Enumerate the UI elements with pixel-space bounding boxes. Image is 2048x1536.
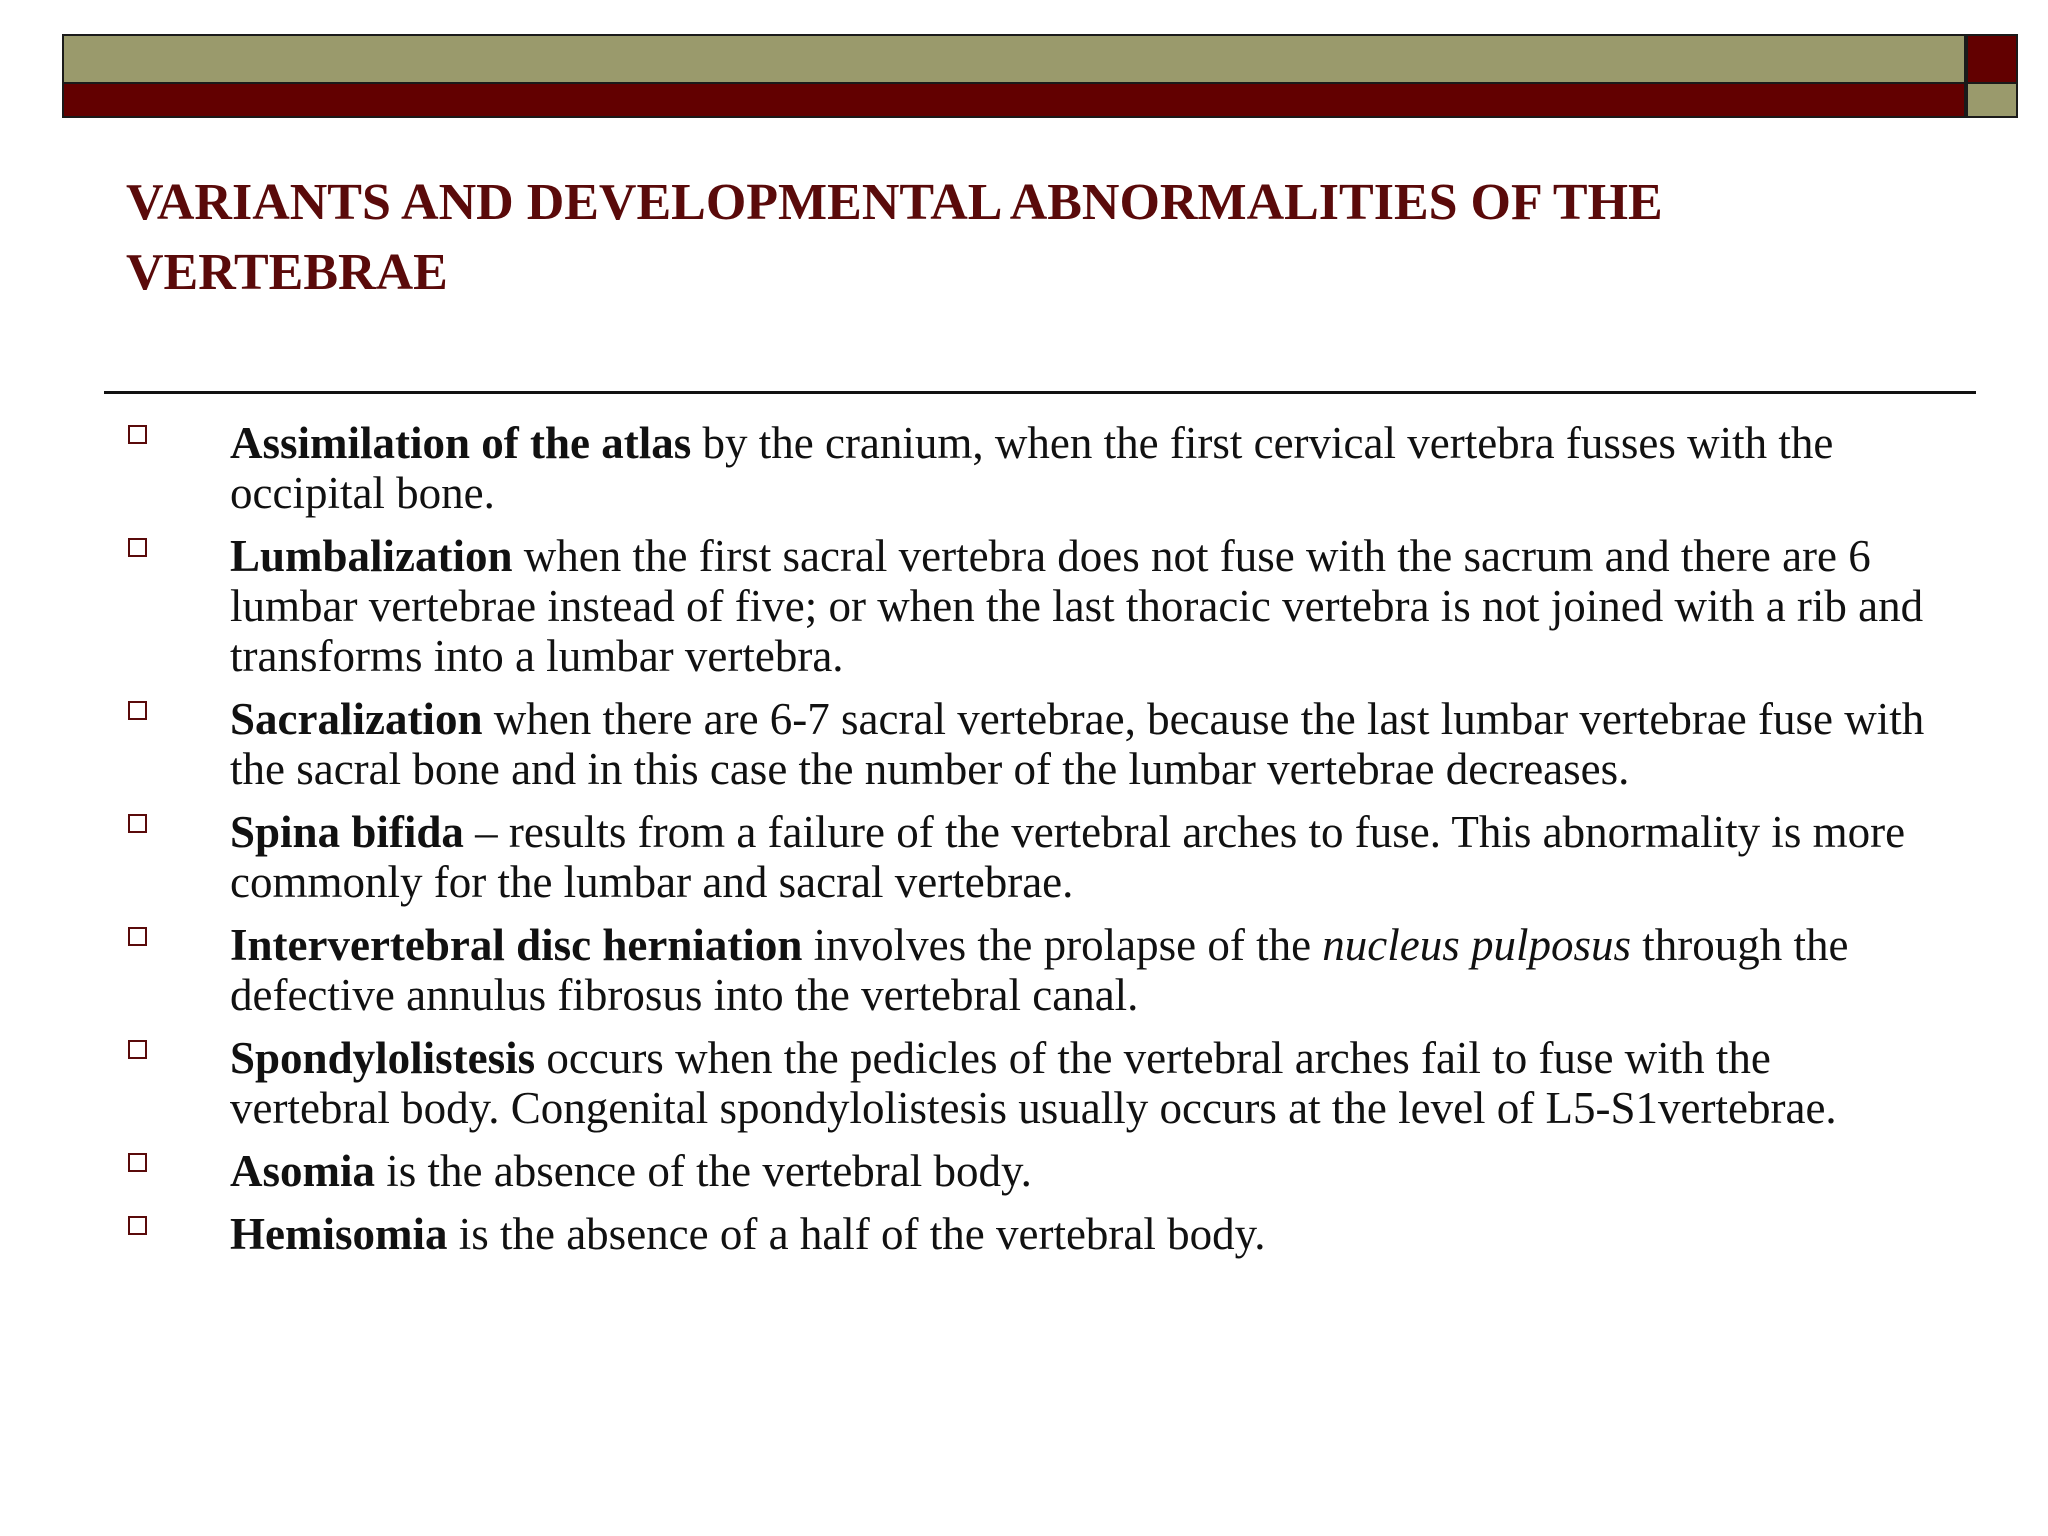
item-term: Lumbalization	[230, 531, 513, 581]
list-item-spina-bifida	[120, 807, 1940, 907]
list-item-disc-herniation	[120, 920, 1940, 1020]
hollow-square-icon	[128, 814, 147, 833]
hollow-square-icon	[128, 538, 147, 557]
item-term: Intervertebral disc herniation	[230, 920, 803, 970]
item-term: Assimilation of the atlas	[230, 418, 692, 468]
item-italic-term: nucleus pulposus	[1322, 920, 1632, 970]
item-text: involves the prolapse of the	[802, 920, 1323, 970]
item-text: occurs when the pedicles of the vertebral arches fail to fuse with the vertebral body. Congenital spondylolistesis usually occurs at the level of L5-S1vertebrae.	[230, 1033, 1837, 1133]
item-term: Spina bifida	[230, 807, 464, 857]
header-corner-maroon-square	[1966, 34, 2018, 84]
item-text: by the cranium, when the first cervical vertebra fusses with the occipital bone.	[230, 418, 1834, 518]
item-text: when the first sacral vertebra does not fuse with the sacrum and there are 6 lumbar vertebrae instead of five; or when the last thoracic vertebra is not joined with a rib and transforms into a lumbar vertebra.	[230, 531, 1924, 681]
bullet-list	[120, 418, 1940, 1259]
hollow-square-icon	[128, 701, 147, 720]
list-item-lumbalization	[120, 531, 1940, 681]
hollow-square-icon	[128, 927, 147, 946]
title-divider	[104, 391, 1976, 394]
list-item-sacralization	[120, 694, 1940, 794]
item-term: Spondylolistesis	[230, 1033, 536, 1083]
item-text: – results from a failure of the vertebral arches to fuse. This abnormality is more commonly for the lumbar and sacral vertebrae.	[230, 807, 1906, 907]
header-maroon-band	[62, 84, 1966, 118]
item-term: Hemisomia	[230, 1209, 448, 1259]
item-text: is the absence of a half of the vertebral body.	[447, 1209, 1266, 1259]
item-term: Asomia	[230, 1146, 375, 1196]
header-olive-band	[62, 34, 1966, 84]
item-term: Sacralization	[230, 694, 483, 744]
item-text: is the absence of the vertebral body.	[375, 1146, 1032, 1196]
item-text-after: through the defective annulus fibrosus into the vertebral canal.	[230, 920, 1849, 1020]
list-item-spondylolistesis	[120, 1033, 1940, 1133]
hollow-square-icon	[128, 1153, 147, 1172]
hollow-square-icon	[128, 425, 147, 444]
slide-title: VARIANTS AND DEVELOPMENTAL ABNORMALITIES OF THE VERTEBRAE	[126, 174, 1663, 301]
hollow-square-icon	[128, 1040, 147, 1059]
list-item-assimilation	[120, 418, 1940, 518]
hollow-square-icon	[128, 1216, 147, 1235]
item-text: when there are 6-7 sacral vertebrae, because the last lumbar vertebrae fuse with the sacral bone and in this case the number of the lumbar vertebrae decreases.	[230, 694, 1925, 794]
list-item-asomia	[120, 1146, 1940, 1196]
header-corner-olive-square	[1966, 84, 2018, 118]
list-item-hemisomia	[120, 1209, 1940, 1259]
